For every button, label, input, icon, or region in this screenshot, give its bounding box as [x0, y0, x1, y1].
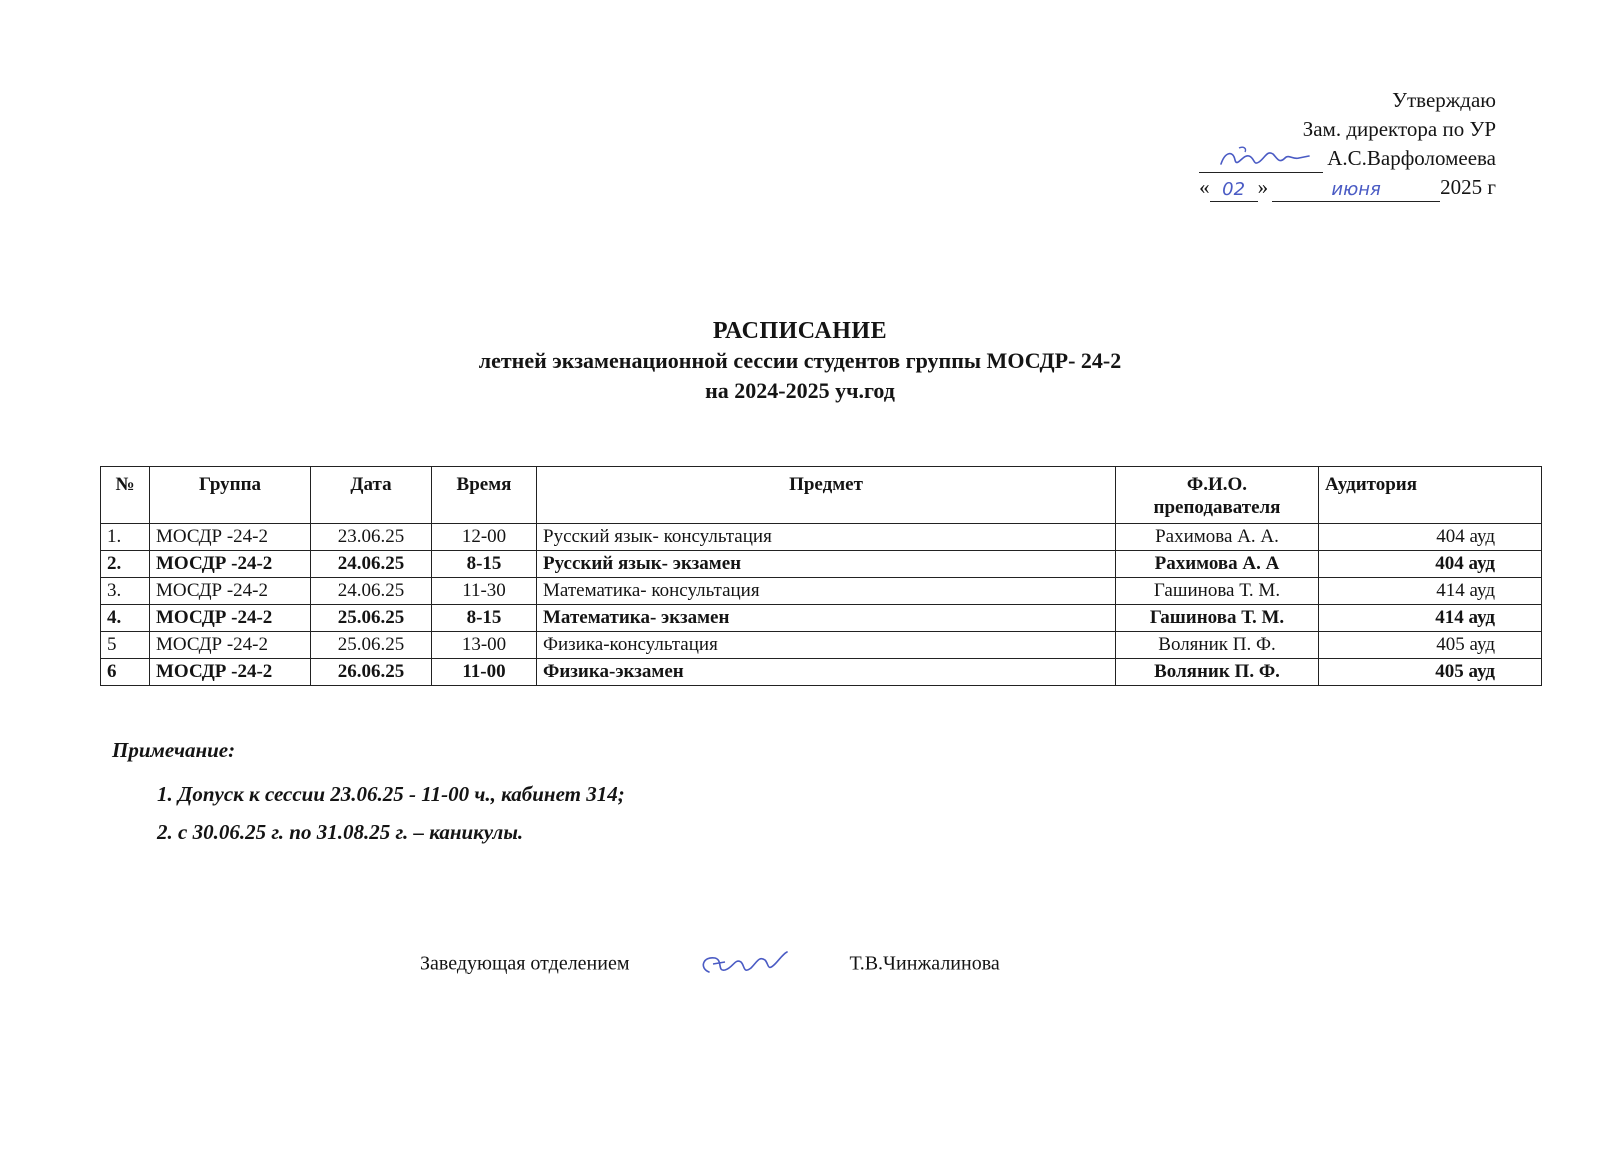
- cell-num: 4.: [101, 605, 150, 632]
- note-item: 2. с 30.06.25 г. по 31.08.25 г. – каникулы.: [178, 813, 625, 851]
- cell-num: 1.: [101, 524, 150, 551]
- cell-subject: Математика- консультация: [537, 578, 1116, 605]
- cell-num: 2.: [101, 551, 150, 578]
- cell-room: 404 ауд: [1319, 524, 1542, 551]
- approval-signer-line: [1199, 144, 1496, 173]
- date-month: июня: [1272, 179, 1440, 202]
- document-title: РАСПИСАНИЕ: [712, 318, 888, 344]
- cell-group: МОСДР -24-2: [150, 632, 311, 659]
- cell-group: МОСДР -24-2: [150, 578, 311, 605]
- cell-date: 25.06.25: [311, 632, 432, 659]
- cell-teacher: Гашинова Т. М.: [1116, 578, 1319, 605]
- table-header-row: [101, 467, 1542, 524]
- approval-position: Зам. директора по УР: [1302, 117, 1496, 141]
- cell-teacher: Рахимова А. А: [1116, 551, 1319, 578]
- cell-room: 414 ауд: [1319, 578, 1542, 605]
- table-row: [101, 605, 1542, 632]
- cell-subject: Русский язык- консультация: [537, 524, 1116, 551]
- schedule-table: [100, 466, 1542, 686]
- cell-room: 414 ауд: [1319, 605, 1542, 632]
- cell-subject: Физика-экзамен: [537, 659, 1116, 686]
- cell-time: 11-30: [432, 578, 537, 605]
- handwritten-signature-icon: [695, 950, 805, 980]
- document-subtitle: летней экзаменационной сессии студентов группы МОСДР- 24-2: [478, 348, 1122, 373]
- approval-heading: Утверждаю: [1392, 88, 1496, 112]
- cell-date: 24.06.25: [311, 578, 432, 605]
- table-row: [101, 659, 1542, 686]
- date-quote-open: «: [1199, 175, 1210, 199]
- cell-teacher: Воляник П. Ф.: [1116, 632, 1319, 659]
- date-quote-close: »: [1257, 175, 1269, 199]
- cell-subject: Русский язык- экзамен: [537, 551, 1116, 578]
- cell-room: 404 ауд: [1319, 551, 1542, 578]
- cell-date: 24.06.25: [311, 551, 432, 578]
- cell-group: МОСДР -24-2: [150, 524, 311, 551]
- cell-subject: Физика-консультация: [537, 632, 1116, 659]
- document-academic-year: на 2024-2025 уч.год: [705, 378, 895, 403]
- table-row: [101, 524, 1542, 551]
- header-time: Время: [432, 467, 537, 524]
- notes-block: [112, 738, 625, 851]
- handwritten-signature-icon: [1199, 142, 1323, 174]
- cell-time: 11-00: [432, 659, 537, 686]
- cell-date: 25.06.25: [311, 605, 432, 632]
- header-teacher-line1: Ф.И.О.: [1186, 474, 1248, 495]
- cell-num: 3.: [101, 578, 150, 605]
- cell-num: 5: [101, 632, 150, 659]
- table-row: [101, 578, 1542, 605]
- notes-title: Примечание:: [112, 738, 236, 762]
- approval-block: [1199, 86, 1496, 202]
- approval-date-line: [1199, 173, 1496, 202]
- date-day: 02: [1210, 179, 1258, 202]
- header-date: Дата: [311, 467, 432, 524]
- header-subject: Предмет: [537, 467, 1116, 524]
- cell-num: 6: [101, 659, 150, 686]
- cell-group: МОСДР -24-2: [150, 551, 311, 578]
- date-year: 2025 г: [1440, 175, 1496, 199]
- cell-room: 405 ауд: [1319, 632, 1542, 659]
- table-row: [101, 551, 1542, 578]
- cell-date: 23.06.25: [311, 524, 432, 551]
- approval-signature: [1199, 150, 1323, 173]
- header-room: Аудитория: [1319, 467, 1542, 524]
- cell-group: МОСДР -24-2: [150, 659, 311, 686]
- cell-room: 405 ауд: [1319, 659, 1542, 686]
- footer-position: Заведующая отделением: [420, 952, 630, 975]
- approval-signer-name: А.С.Варфоломеева: [1327, 146, 1496, 170]
- header-teacher: [1116, 467, 1319, 524]
- cell-time: 12-00: [432, 524, 537, 551]
- footer-name: Т.В.Чинжалинова: [849, 952, 1000, 975]
- cell-teacher: Гашинова Т. М.: [1116, 605, 1319, 632]
- note-item: 1. Допуск к сессии 23.06.25 - 11-00 ч., кабинет 314;: [178, 775, 625, 813]
- document-title-block: [0, 316, 1600, 406]
- cell-date: 26.06.25: [311, 659, 432, 686]
- table-row: [101, 632, 1542, 659]
- cell-group: МОСДР -24-2: [150, 605, 311, 632]
- cell-teacher: Воляник П. Ф.: [1116, 659, 1319, 686]
- cell-time: 8-15: [432, 605, 537, 632]
- cell-teacher: Рахимова А. А.: [1116, 524, 1319, 551]
- header-num: №: [101, 467, 150, 524]
- cell-time: 8-15: [432, 551, 537, 578]
- cell-time: 13-00: [432, 632, 537, 659]
- header-teacher-line2: преподавателя: [1153, 497, 1281, 518]
- cell-subject: Математика- экзамен: [537, 605, 1116, 632]
- header-group: Группа: [150, 467, 311, 524]
- footer-signature-line: [420, 950, 1000, 980]
- notes-list: [112, 775, 625, 851]
